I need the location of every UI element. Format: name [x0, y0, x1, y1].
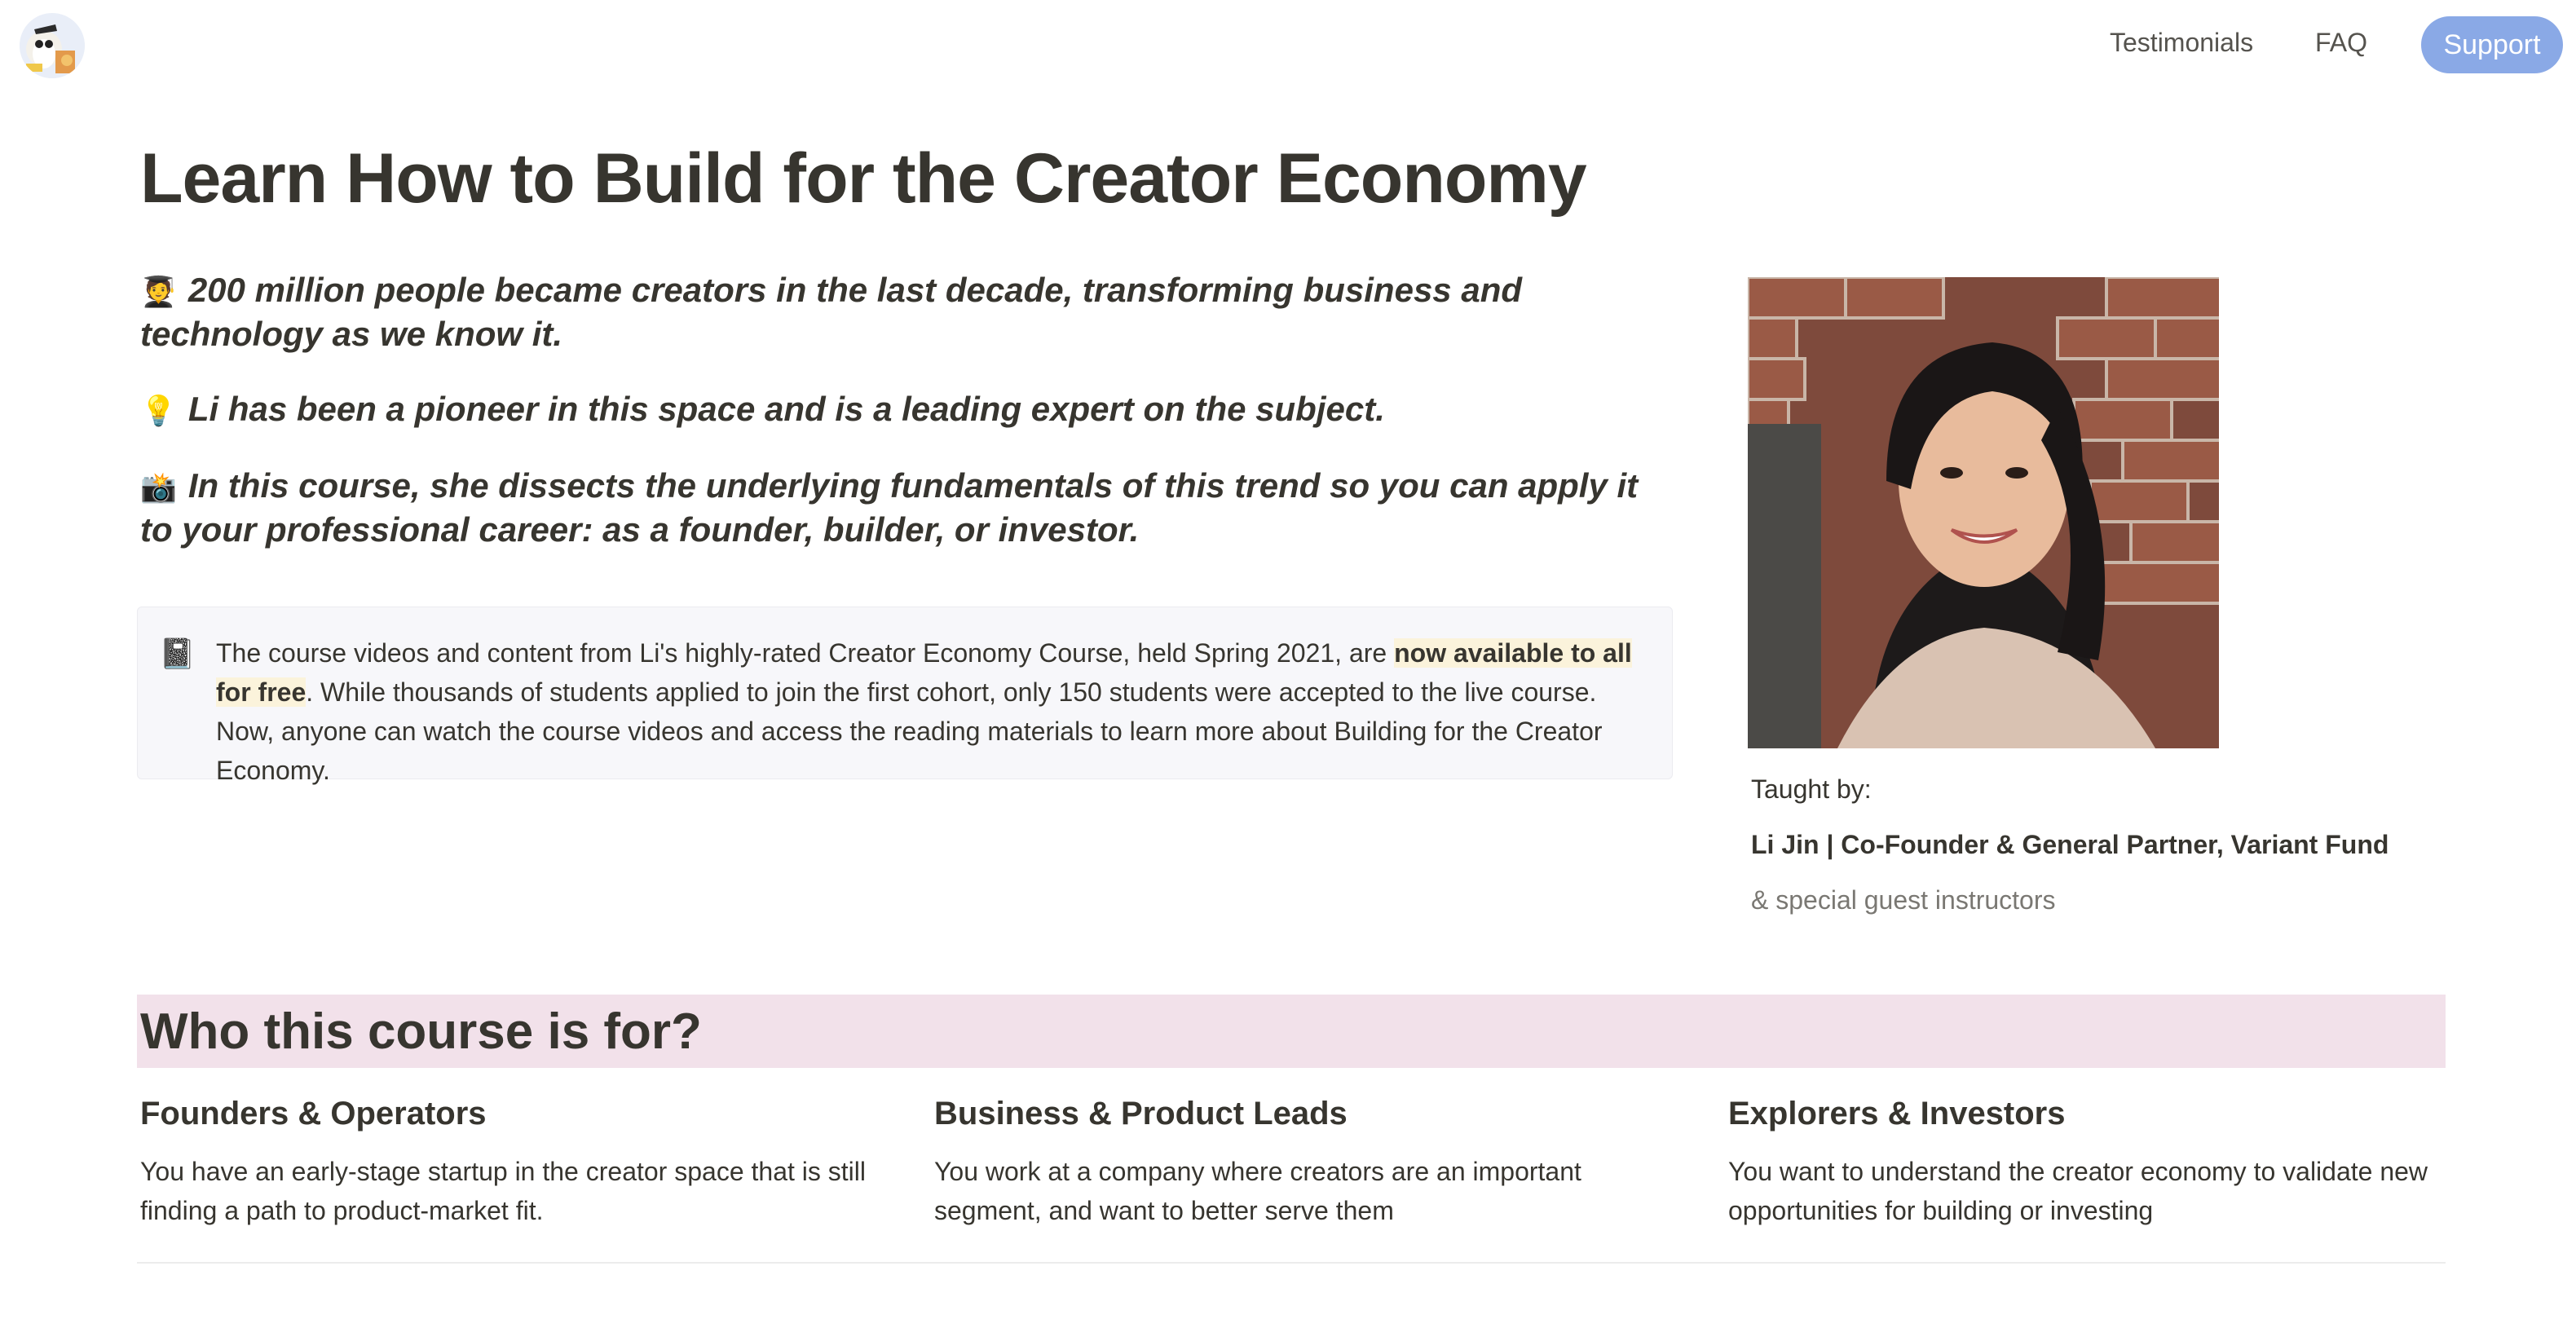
section-divider	[137, 1262, 2446, 1264]
taught-by-label: Taught by:	[1751, 774, 1872, 804]
top-nav	[0, 0, 2576, 90]
lightbulb-emoji-icon: 💡	[140, 394, 177, 427]
free-course-callout	[137, 607, 1673, 785]
nav-link-testimonials[interactable]: Testimonials	[2110, 28, 2254, 57]
callout-highlight: now available to all for free	[216, 638, 1632, 707]
instructor-photo	[1748, 277, 2219, 748]
hero-points	[140, 269, 1673, 584]
callout-text-before: The course videos and content from Li's highly-rated Creator Economy Course, held Spring 2021, are	[216, 638, 1395, 668]
instructor-name: Li Jin | Co-Founder & General Partner, Variant Fund	[1751, 830, 2389, 859]
audience-column-title: Founders & Operators	[140, 1096, 487, 1132]
callout-text	[216, 633, 1634, 790]
hero-point	[140, 465, 1673, 551]
audience-column	[140, 1096, 874, 1230]
guest-instructors-note: & special guest instructors	[1751, 885, 2056, 915]
audience-column-text: You work at a company where creators are an important segment, and want to better serve them	[934, 1157, 1581, 1225]
notebook-emoji-icon: 📓	[159, 637, 196, 670]
audience-section-header	[137, 995, 2446, 1068]
audience-column-title: Explorers & Investors	[1728, 1096, 2066, 1132]
audience-column	[1728, 1096, 2462, 1230]
camera-emoji-icon: 📸	[140, 470, 177, 504]
callout-text-after: . While thousands of students applied to join the first cohort, only 150 students were accepted to the live course. Now, anyone can watch the course videos and access the reading materials to learn more about Building for the Creator Economy.	[216, 677, 1603, 785]
support-button[interactable]: Support	[2421, 16, 2563, 73]
page-title: Learn How to Build for the Creator Economy	[140, 139, 1586, 218]
student-emoji-icon: 🧑‍🎓	[140, 275, 177, 308]
hero-point-text: Li has been a pioneer in this space and is a leading expert on the subject.	[187, 390, 1385, 428]
instructor-portrait-image	[1748, 277, 2219, 748]
hero-point	[140, 269, 1673, 355]
hero-point	[140, 388, 1673, 432]
hero-point-text: 200 million people became creators in the last decade, transforming business and technology as we know it.	[140, 271, 1523, 353]
audience-column-text: You want to understand the creator economy to validate new opportunities for building or investing	[1728, 1157, 2428, 1225]
nav-link-faq[interactable]: FAQ	[2315, 28, 2368, 57]
audience-section-title: Who this course is for?	[140, 1004, 702, 1060]
audience-column-text: You have an early-stage startup in the creator space that is still finding a path to product-market fit.	[140, 1157, 866, 1225]
audience-column-title: Business & Product Leads	[934, 1096, 1348, 1132]
hero-point-text: In this course, she dissects the underlying fundamentals of this trend so you can apply it to your professional career: as a founder, builder, or investor.	[140, 466, 1639, 549]
audience-column	[934, 1096, 1668, 1230]
owl-logo-icon	[20, 13, 85, 78]
logo-avatar[interactable]	[20, 13, 85, 78]
